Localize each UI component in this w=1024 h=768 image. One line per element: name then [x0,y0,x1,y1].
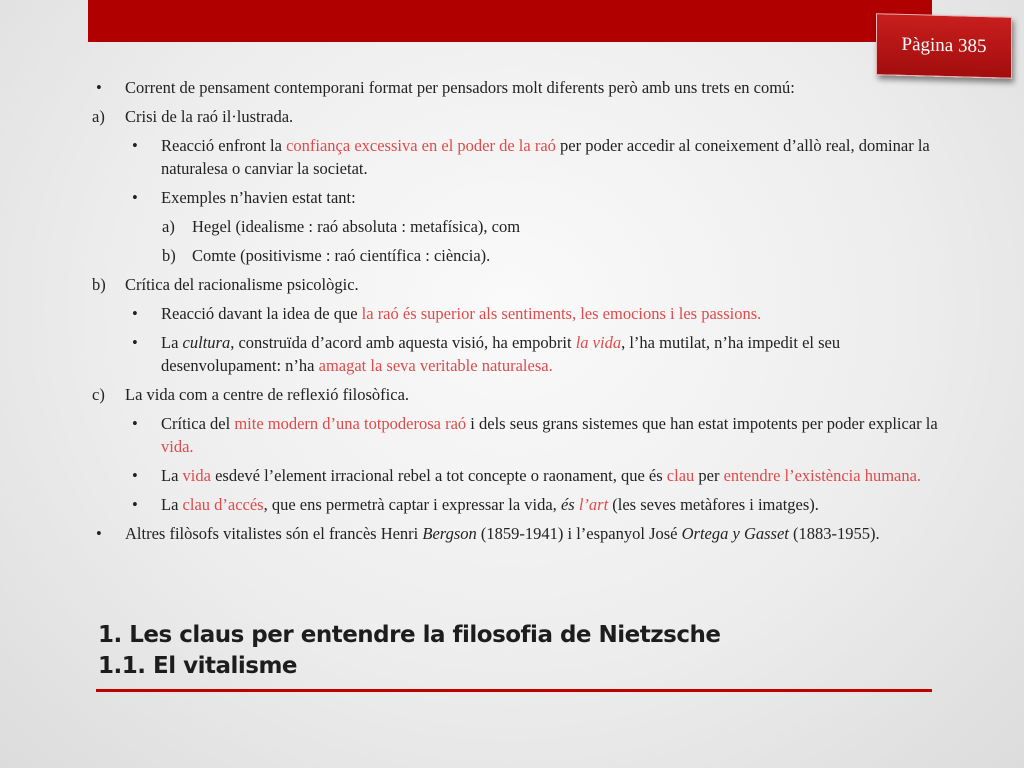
section-a-example-comte: b) Comte (positivisme : raó científica : ciència). [162,246,491,265]
bullet-icon: • [132,466,138,485]
list-marker: c) [92,385,105,404]
slide-title [98,620,938,682]
emphasis-text: Bergson [422,524,477,543]
section-c-point-3: • La clau d’accés, que ens permetrà captar i expressar la vida, és l’art (les seves metàfores i imatges). [132,495,819,514]
highlight-text: entendre l’existència humana. [723,466,922,485]
emphasis-text: és [560,495,575,514]
bullet-other-vitalists: • Altres filòsofs vitalistes són el francès Henri Bergson (1859-1941) i l’espanyol José Ortega y Gasset (1883-1955). [96,524,880,543]
title-line-2: 1.1. El vitalisme [98,653,298,679]
bullet-icon: • [96,78,102,97]
title-underline [96,689,932,692]
bullet-intro: • Corrent de pensament contemporani format per pensadors molt diferents però amb uns trets en comú: [96,78,795,97]
list-marker: a) [162,217,175,236]
list-marker: b) [162,246,176,265]
highlight-text: l’art [578,495,609,514]
section-b-point-1: • Reacció davant la idea de que la raó és superior als sentiments, les emocions i les passions. [132,304,762,323]
bullet-icon: • [132,188,138,207]
page-number-tag [876,13,1012,79]
section-b: b) Crítica del racionalisme psicològic. [92,275,359,294]
highlight-text: mite modern d’una totpoderosa raó [234,414,467,433]
slide-content [92,76,942,551]
section-a-point-1: • Reacció enfront la confiança excessiva en el poder de la raó per poder accedir al coneixement d’allò real, dominar la naturalesa o canviar la societat. [132,136,930,178]
highlight-text: confiança excessiva en el poder de la raó [286,136,556,155]
bullet-icon: • [132,333,138,352]
highlight-text: vida [182,466,211,485]
section-a-example-hegel: a) Hegel (idealisme : raó absoluta : metafísica), com [162,217,521,236]
highlight-text: la vida [575,333,622,352]
section-c-point-1: • Crítica del mite modern d’una totpoderosa raó i dels seus grans sistemes que han estat impotents per poder explicar la vida. [132,414,938,456]
bullet-icon: • [96,524,102,543]
highlight-text: amagat la seva veritable naturalesa. [318,356,553,375]
list-marker: a) [92,107,105,126]
section-a-point-2: • Exemples n’havien estat tant: [132,188,356,207]
section-b-point-2: • La cultura, construïda d’acord amb aquesta visió, ha empobrit la vida, l’ha mutilat, n’ha impedit el seu desenvolupament: n’ha amagat la seva veritable naturalesa. [132,333,841,375]
highlight-text: clau [666,466,695,485]
section-c-point-2: • La vida esdevé l’element irracional rebel a tot concepte o raonament, que és clau per entendre l’existència humana. [132,466,922,485]
emphasis-text: Ortega y Gasset [681,524,789,543]
section-a: a) Crisi de la raó il·lustrada. [92,107,294,126]
highlight-text: clau d’accés [182,495,264,514]
title-line-1: 1. Les claus per entendre la filosofia de Nietzsche [98,622,721,648]
bullet-icon: • [132,495,138,514]
bullet-icon: • [132,414,138,433]
header-bar [88,0,932,42]
bullet-icon: • [132,136,138,155]
list-marker: b) [92,275,106,294]
bullet-icon: • [132,304,138,323]
section-c: c) La vida com a centre de reflexió filosòfica. [92,385,410,404]
emphasis-text: cultura [182,333,231,352]
page-number-label: Pàgina 385 [901,33,987,58]
highlight-text: vida. [161,437,194,456]
highlight-text: la raó és superior als sentiments, les emocions i les passions. [361,304,762,323]
